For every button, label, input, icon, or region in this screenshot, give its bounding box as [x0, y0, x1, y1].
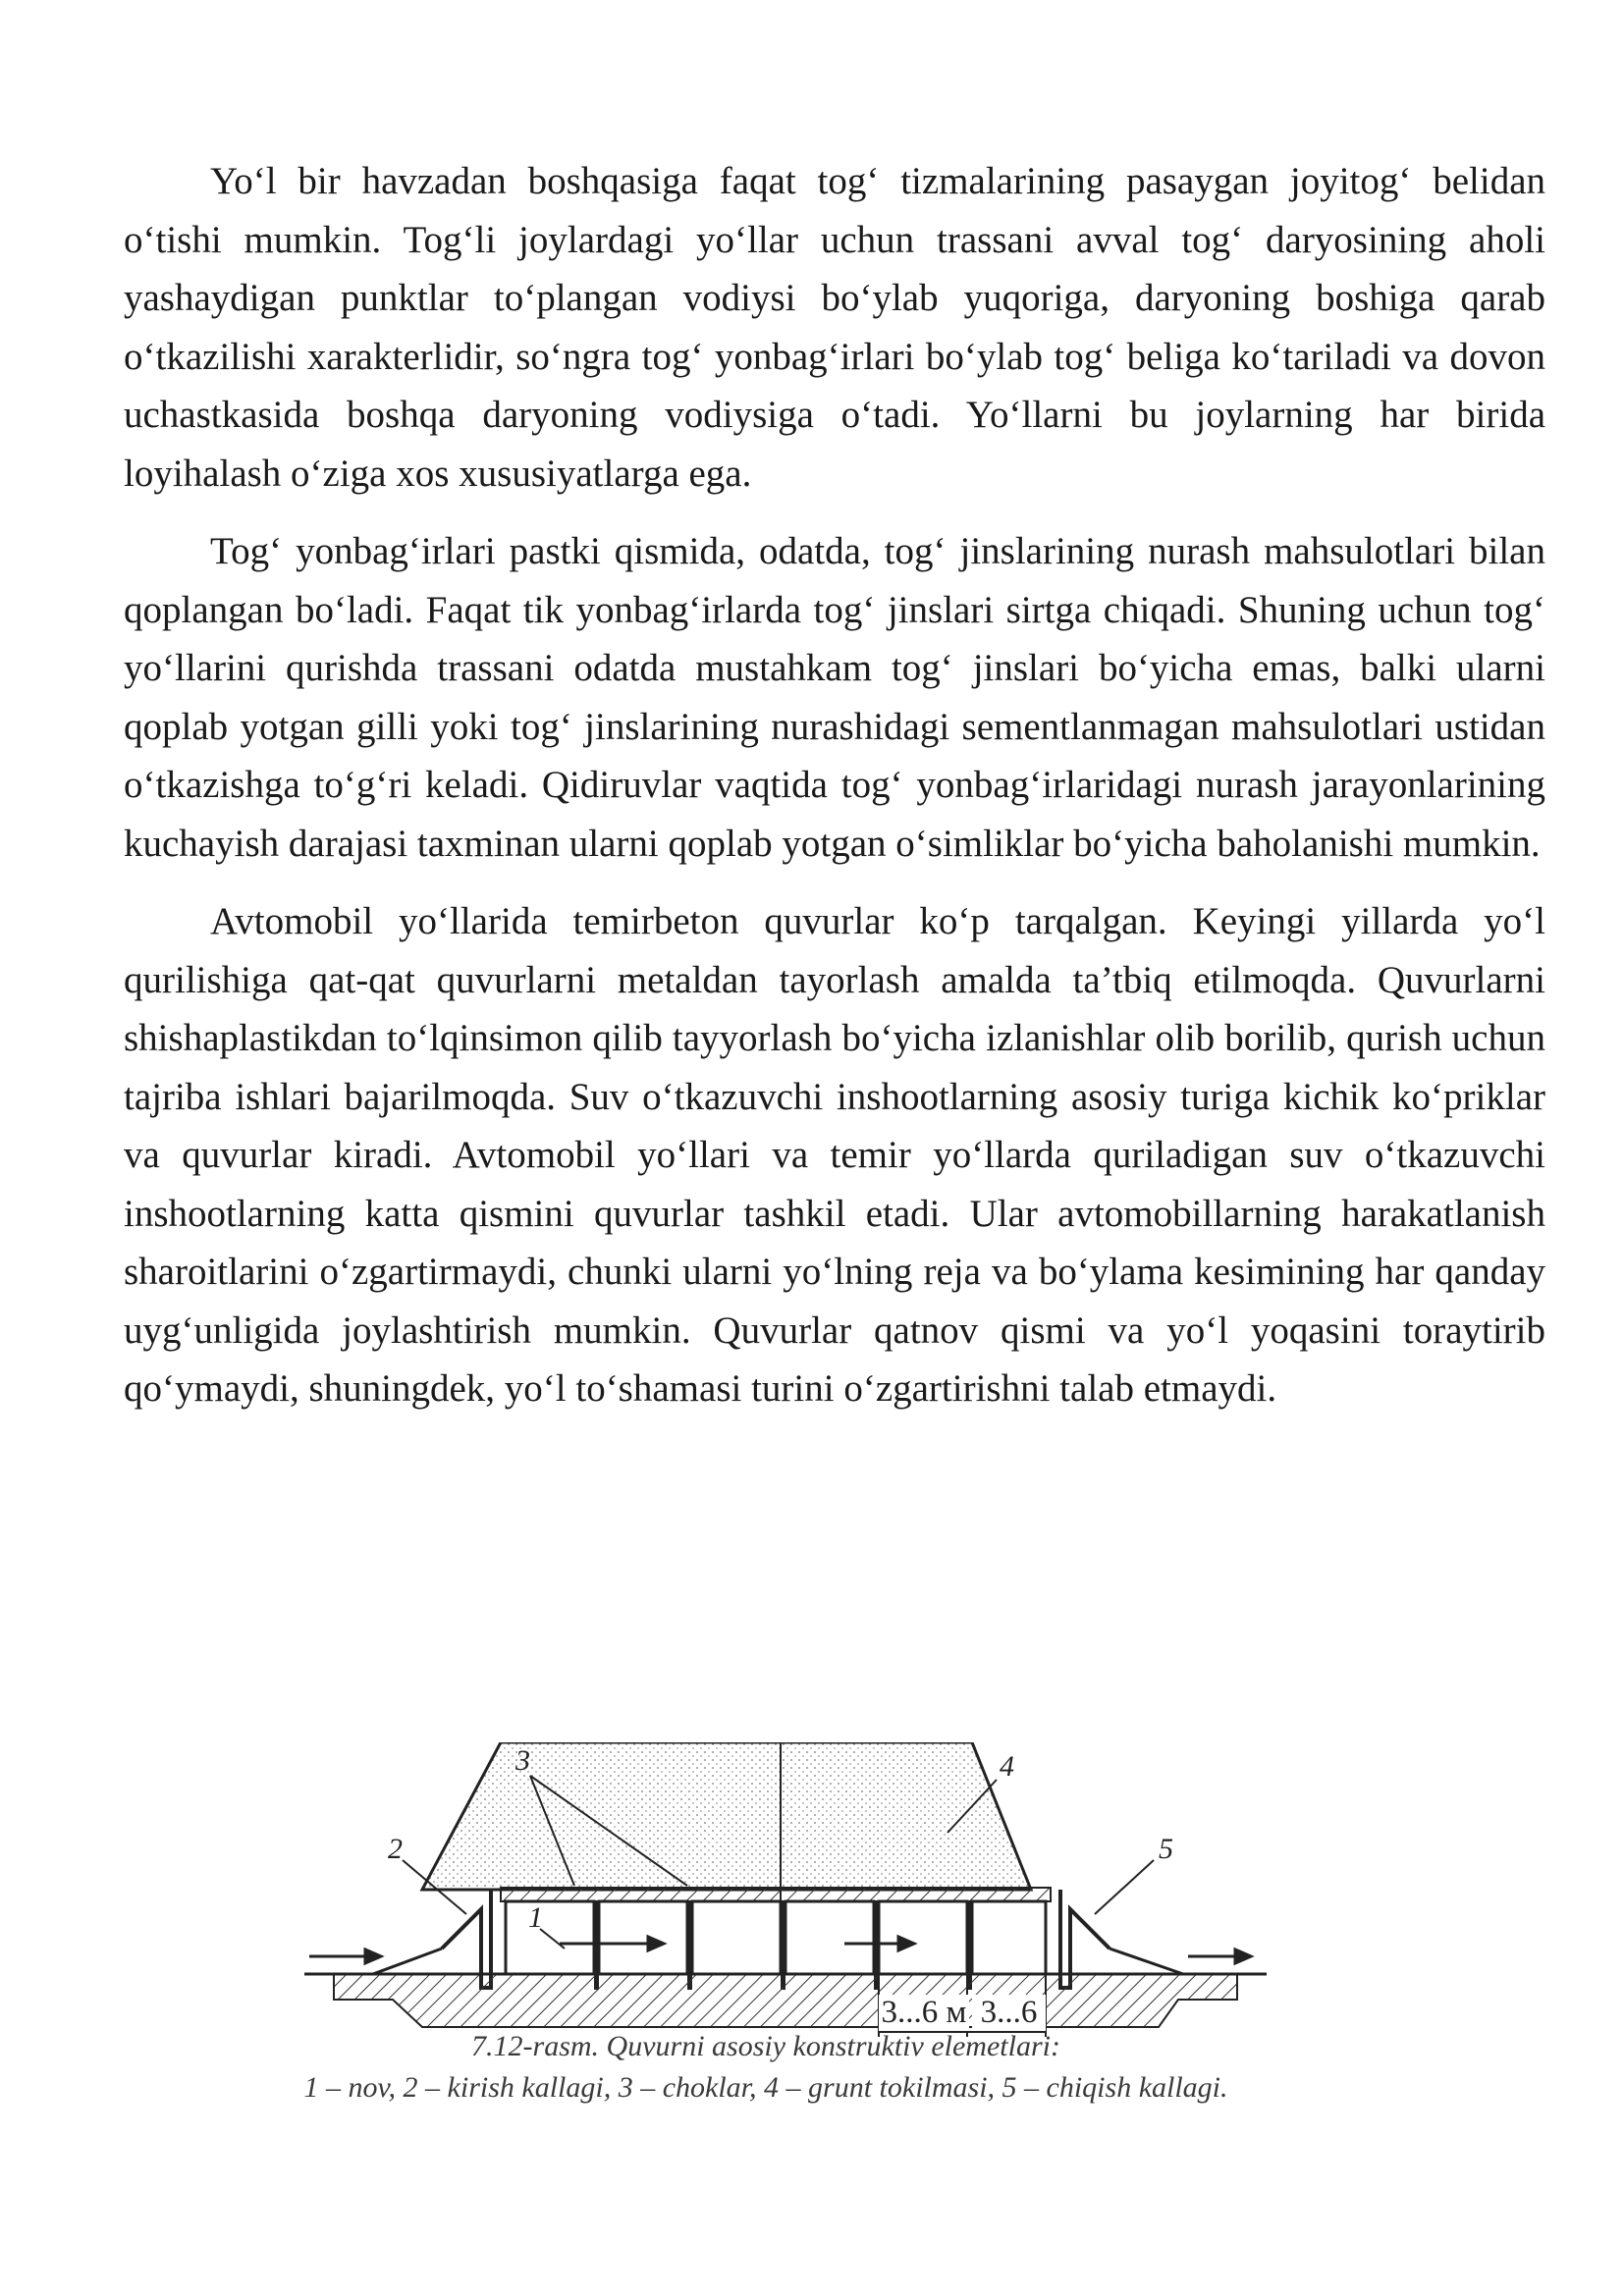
label-1: 1 — [528, 1901, 543, 1934]
dimension-label-right: 3...6 — [972, 1995, 1046, 2031]
label-5: 5 — [1159, 1833, 1173, 1865]
label-2: 2 — [388, 1833, 403, 1865]
document-body — [124, 152, 1545, 1438]
pipe-sections — [506, 1901, 1046, 1974]
paragraph-1: Yo‘l bir havzadan boshqasiga faqat tog‘ tizmalarining pasaygan joyitog‘ belidan o‘tishi mumkin. Tog‘li joylardagi yo‘llar uchun trassani avval tog‘ daryosining aholi yashaydigan punktlar to‘plangan vodiysi bo‘ylab yuqoriga, daryoning boshiga qarab o‘tkazilishi xarakterlidir, so‘ngra tog‘ yonbag‘irlari bo‘ylab tog‘ beliga ko‘tariladi va dovon uchastkasida boshqa daryoning vodiysiga o‘tadi. Yo‘llarni bu joylarning har birida loyihalash o‘ziga xos xususiyatlarga ega. — [124, 160, 1545, 495]
figure-caption-legend: 1 – nov, 2 – kirish kallagi, 3 – choklar, 4 – grunt tokilmasi, 5 – chiqish kallagi. — [303, 2071, 1228, 2104]
pipe-top-slab — [501, 1888, 1051, 1901]
foundation — [334, 1974, 1237, 2027]
label-3: 3 — [515, 1744, 530, 1777]
paragraph-3: Avtomobil yo‘llarida temirbeton quvurlar ko‘p tarqalgan. Keyingi yillarda yo‘l qurilishiga qat-qat quvurlarni metaldan tayorlash amalda ta’tbiq etilmoqda. Quvurlarni shishaplastikdan to‘lqinsimon qilib tayyorlash bo‘yicha izlanishlar olib borilib, qurish uchun tajriba ishlari bajarilmoqda. Suv o‘tkazuvchi inshootlarning asosiy turiga kichik ko‘priklar va quvurlar kiradi. Avtomobil yo‘llari va temir yo‘llarda quriladigan suv o‘tkazuvchi inshootlarning katta qismini quvurlar tashkil etadi. Ular avtomobillarning harakatlanish sharoitlarini o‘zgartirmaydi, chunki ularni yo‘lning reja va bo‘ylama kesimining har qanday uyg‘unligida joylashtirish mumkin. Quvurlar qatnov qismi va yo‘l yoqasini toraytirib qo‘ymaydi, shuningdek, yo‘l to‘shamasi turini o‘zgartirishni talab etmaydi. — [124, 900, 1545, 1410]
paragraph-2: Tog‘ yonbag‘irlari pastki qismida, odatda, tog‘ jinslarining nurash mahsulotlari bilan qoplangan bo‘ladi. Faqat tik yonbag‘irlarda tog‘ jinslari sirtga chiqadi. Shuning uchun tog‘ yo‘llarini qurishda trassani odatda mustahkam tog‘ jinslari bo‘yicha emas, balki ularni qoplab yotgan gilli yoki tog‘ jinslarining nurashidagi sementlanmagan mahsulotlari ustidan o‘tkazishga to‘g‘ri keladi. Qidiruvlar vaqtida tog‘ yonbag‘irlaridagi nurash jarayonlarining kuchayish darajasi taxminan ularni qoplab yotgan o‘simliklar bo‘yicha baholanishi mumkin. — [124, 530, 1545, 865]
label-4: 4 — [1000, 1750, 1014, 1783]
dimension-label-left: 3...6 м — [879, 1995, 969, 2031]
figure-caption-title: 7.12-rasm. Quvurni asosiy konstruktiv elemetlari: — [471, 2030, 1060, 2062]
